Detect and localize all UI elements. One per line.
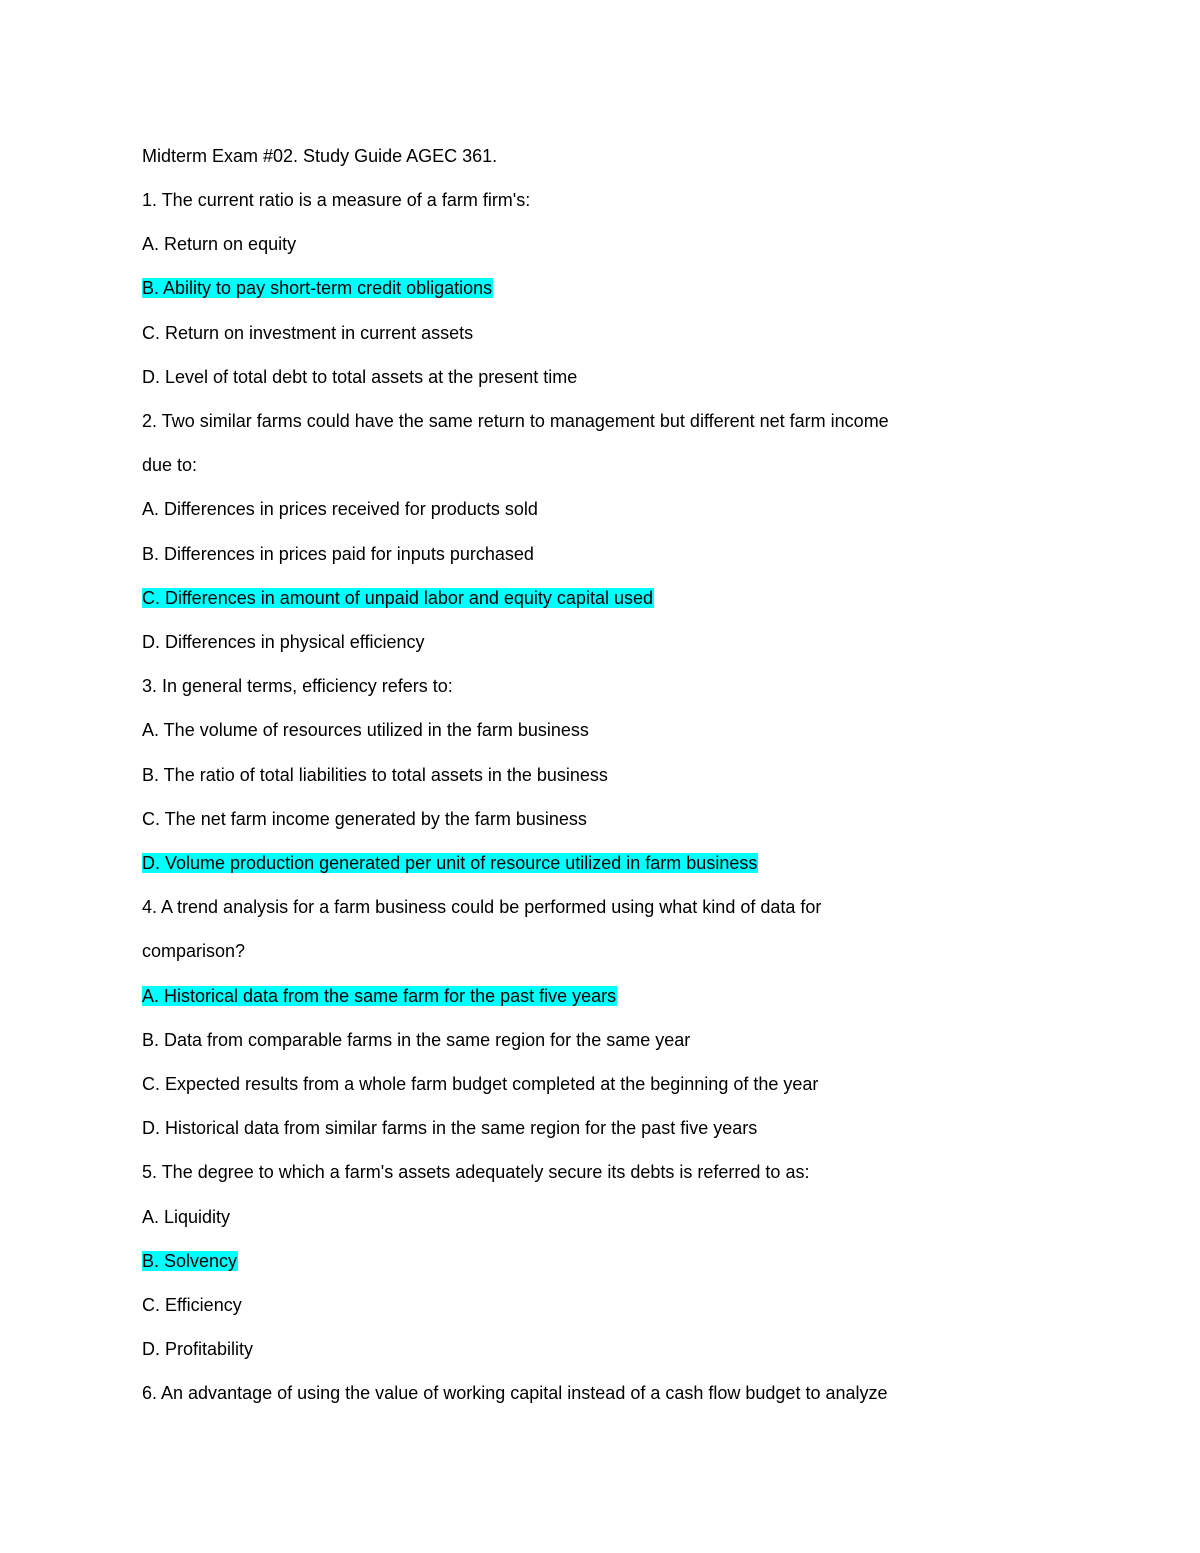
document-line [142, 1249, 238, 1273]
document-line [142, 851, 758, 875]
document-line [142, 895, 821, 919]
document-line [142, 984, 617, 1008]
line-text: comparison? [142, 941, 246, 962]
document-title [142, 144, 497, 168]
document-line [142, 321, 473, 345]
document-line [142, 453, 197, 477]
document-line [142, 1293, 242, 1317]
line-text: C. The net farm income generated by the farm business [142, 808, 587, 829]
document-line [142, 497, 538, 521]
document-line [142, 674, 453, 698]
document-line [142, 630, 424, 654]
line-text: 5. The degree to which a farm's assets adequately secure its debts is referred to as: [142, 1162, 810, 1183]
document-line [142, 188, 530, 212]
line-text: due to: [142, 455, 198, 476]
document-title-text: Midterm Exam #02. Study Guide AGEC 361. [142, 146, 498, 166]
line-text: A. Return on equity [142, 234, 297, 255]
document-line [142, 807, 587, 831]
document-line [142, 1028, 690, 1052]
document-line [142, 586, 654, 610]
document-line [142, 763, 608, 787]
line-text: C. Return on investment in current assets [142, 322, 474, 343]
document-line [142, 1072, 818, 1096]
line-text: B. Data from comparable farms in the same region for the same year [142, 1029, 691, 1050]
line-text: 2. Two similar farms could have the same return to management but different net farm income [142, 411, 889, 431]
document-line [142, 718, 589, 742]
highlighted-answer-text: D. Volume production generated per unit of resource utilized in farm business [142, 853, 758, 873]
line-text: D. Level of total debt to total assets at the present time [142, 366, 578, 387]
highlighted-answer-text: B. Ability to pay short-term credit obligations [142, 278, 493, 299]
document-line [142, 1160, 809, 1184]
line-text: 1. The current ratio is a measure of a farm firm's: [142, 190, 531, 210]
line-text: 6. An advantage of using the value of working capital instead of a cash flow budget to analyze [142, 1383, 888, 1404]
document-line [142, 1381, 888, 1405]
line-text: A. Liquidity [142, 1206, 231, 1227]
line-text: A. Differences in prices received for products sold [142, 499, 538, 520]
document-line [142, 1116, 757, 1140]
document-line [142, 939, 245, 963]
line-text: D. Profitability [142, 1339, 254, 1360]
line-text: C. Efficiency [142, 1295, 242, 1315]
document-line [142, 409, 889, 433]
highlighted-answer-text: B. Solvency [142, 1250, 238, 1271]
document-line [142, 276, 493, 300]
document-line [142, 232, 296, 256]
line-text: 4. A trend analysis for a farm business could be performed using what kind of data for [142, 897, 822, 918]
line-text: B. Differences in prices paid for inputs purchased [142, 543, 534, 564]
line-text: D. Differences in physical efficiency [142, 632, 425, 652]
line-text: 3. In general terms, efficiency refers to: [142, 676, 453, 697]
highlighted-answer-text: C. Differences in amount of unpaid labor and equity capital used [142, 587, 653, 608]
document-line [142, 542, 534, 566]
document-line [142, 1205, 230, 1229]
document-line [142, 1337, 253, 1361]
document-line [142, 365, 577, 389]
line-text: D. Historical data from similar farms in the same region for the past five years [142, 1118, 758, 1139]
line-text: A. The volume of resources utilized in the farm business [142, 720, 589, 741]
line-text: C. Expected results from a whole farm budget completed at the beginning of the year [142, 1074, 819, 1094]
highlighted-answer-text: A. Historical data from the same farm for the past five years [142, 985, 617, 1006]
line-text: B. The ratio of total liabilities to total assets in the business [142, 764, 608, 785]
